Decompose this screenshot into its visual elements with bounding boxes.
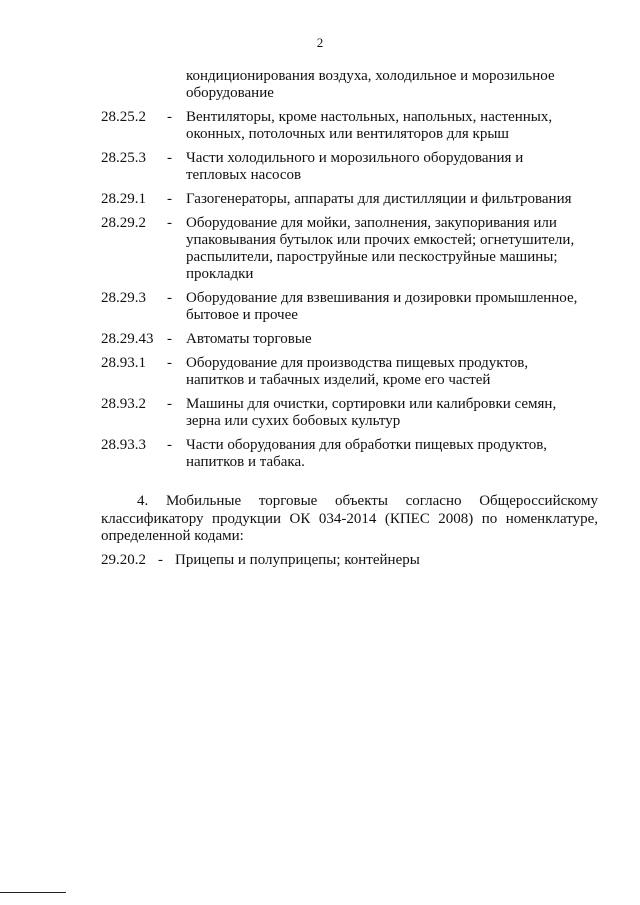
page-number: 2 bbox=[316, 35, 324, 50]
footnote-rule bbox=[0, 892, 66, 893]
entry-description-line: Оборудование для мойки, заполнения, закупоривания или bbox=[186, 215, 557, 231]
entry-description-line: Части холодильного и морозильного оборудования и bbox=[186, 150, 524, 166]
entry-dash: - bbox=[167, 331, 172, 347]
entry-code: 28.29.43 bbox=[101, 331, 154, 347]
classification-list bbox=[0, 68, 640, 478]
entry-description bbox=[186, 437, 596, 471]
section-4-description: Прицепы и полуприцепы; контейнеры bbox=[175, 552, 420, 568]
entry-dash: - bbox=[167, 355, 172, 371]
entry-code: 28.25.2 bbox=[101, 109, 146, 125]
entry-dash: - bbox=[167, 191, 172, 207]
entry-description-line: оборудование bbox=[186, 85, 274, 101]
entry-description-line: Части оборудования для обработки пищевых продуктов, bbox=[186, 437, 548, 453]
entry-description-line: Газогенераторы, аппараты для дистилляции и фильтрования bbox=[186, 191, 572, 207]
entry-description-line: бытовое и прочее bbox=[186, 307, 298, 323]
entry-description bbox=[186, 331, 596, 348]
list-item bbox=[0, 355, 640, 389]
entry-dash: - bbox=[167, 290, 172, 306]
entry-code: 28.29.2 bbox=[101, 215, 146, 231]
list-item bbox=[0, 290, 640, 324]
list-item bbox=[0, 150, 640, 184]
entry-code: 28.93.1 bbox=[101, 355, 146, 371]
entry-description-line: Оборудование для производства пищевых продуктов, bbox=[186, 355, 529, 371]
entry-description-line: Вентиляторы, кроме настольных, напольных, настенных, bbox=[186, 109, 553, 125]
list-item bbox=[0, 437, 640, 471]
section-4-paragraph: 4. Мобильные торговые объекты согласно Общероссийскому классификатору продукции ОК 034-2014 (КПЕС 2008) по номенклатуре, определенной кодами: bbox=[101, 493, 598, 544]
entry-description-line: Автоматы торговые bbox=[186, 331, 312, 347]
entry-description bbox=[186, 396, 596, 430]
entry-dash: - bbox=[167, 150, 172, 166]
entry-dash: - bbox=[167, 109, 172, 125]
entry-code: 28.93.2 bbox=[101, 396, 146, 412]
entry-description bbox=[186, 215, 596, 283]
entry-description bbox=[186, 355, 596, 389]
entry-dash: - bbox=[167, 437, 172, 453]
entry-description-line: Оборудование для взвешивания и дозировки промышленное, bbox=[186, 290, 578, 306]
entry-dash: - bbox=[167, 396, 172, 412]
entry-description bbox=[186, 290, 596, 324]
entry-description bbox=[186, 109, 596, 143]
list-item bbox=[0, 191, 640, 208]
entry-code: 28.29.1 bbox=[101, 191, 146, 207]
list-item bbox=[0, 68, 640, 102]
entry-code: 28.29.3 bbox=[101, 290, 146, 306]
entry-description-line: распылители, пароструйные или пескоструйные машины; bbox=[186, 249, 558, 265]
section-4-code: 29.20.2 bbox=[101, 552, 146, 568]
entry-description-line: напитков и табака. bbox=[186, 454, 305, 470]
entry-description-line: прокладки bbox=[186, 266, 254, 282]
entry-description bbox=[186, 68, 596, 102]
list-item bbox=[0, 331, 640, 348]
entry-code: 28.25.3 bbox=[101, 150, 146, 166]
list-item bbox=[0, 215, 640, 283]
section-4-dash: - bbox=[158, 552, 163, 568]
list-item bbox=[0, 396, 640, 430]
entry-description-line: зерна или сухих бобовых культур bbox=[186, 413, 401, 429]
entry-description-line: кондиционирования воздуха, холодильное и морозильное bbox=[186, 68, 555, 84]
entry-dash: - bbox=[167, 215, 172, 231]
entry-description-line: Машины для очистки, сортировки или калибровки семян, bbox=[186, 396, 557, 412]
entry-description-line: упаковывания бутылок или прочих емкостей; огнетушители, bbox=[186, 232, 575, 248]
entry-description-line: оконных, потолочных или вентиляторов для крыш bbox=[186, 126, 509, 142]
list-item bbox=[0, 109, 640, 143]
entry-code: 28.93.3 bbox=[101, 437, 146, 453]
entry-description bbox=[186, 191, 596, 208]
entry-description-line: тепловых насосов bbox=[186, 167, 302, 183]
entry-description-line: напитков и табачных изделий, кроме его частей bbox=[186, 372, 491, 388]
entry-description bbox=[186, 150, 596, 184]
